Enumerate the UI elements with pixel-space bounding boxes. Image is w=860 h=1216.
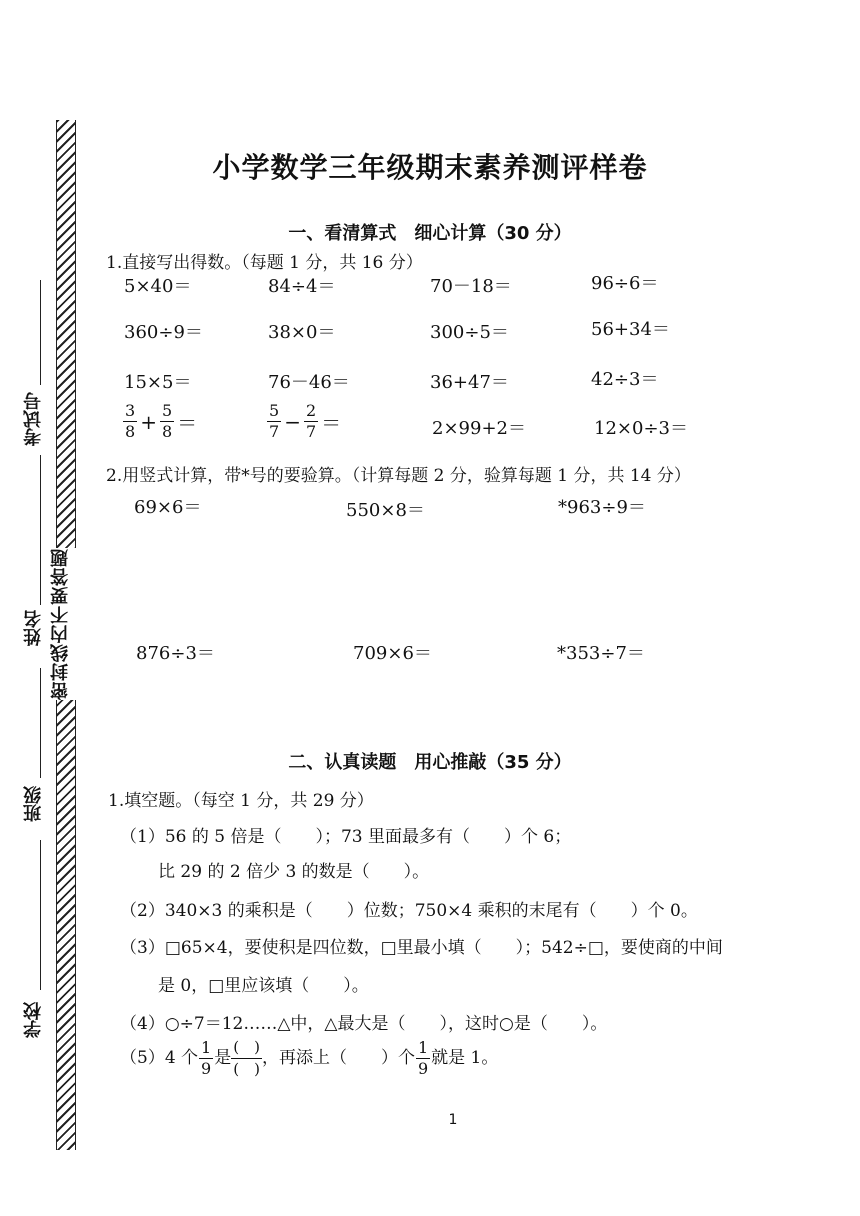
fraction: $\frac{3}{8}$ [125,401,136,441]
vertical-calc-expr: 876÷3＝ [136,643,215,664]
oral-expr: 15×5＝ [124,372,192,393]
vertical-calc-expr: *353÷7＝ [557,643,645,664]
school-label: 学校 [23,1002,44,1038]
page-title: 小学数学三年级期末素养测评样卷 [212,151,648,184]
seal-line-notice: 密封线内不要答题 [48,548,78,700]
vertical-calc-expr: 550×8＝ [346,500,425,521]
fill-blank-item: （4）○÷7＝12……△中，△最大是（ ），这时○是（ ）。 [120,1014,608,1034]
vertical-calc-expr: 709×6＝ [353,643,432,664]
name-label: 姓名 [23,610,44,646]
fill-blank-item: 比 29 的 2 倍少 3 的数是（ ）。 [158,862,430,882]
oral-expr: 12×0÷3＝ [594,418,688,439]
fraction: $\frac{1}{9}$ [417,1038,429,1078]
oral-expr: 56+34＝ [591,319,670,340]
fill-blank-item: （1）56 的 5 倍是（ ）；73 里面最多有（ ）个 6； [120,827,572,847]
fill-blank-heading: 1.填空题。（每空 1 分，共 29 分） [108,791,374,811]
oral-expr: 38×0＝ [268,322,336,343]
oral-expr: 36+47＝ [430,372,509,393]
fill-blank-item: （2）340×3 的乘积是（ ）位数；750×4 乘积的末尾有（ ）个 0。 [120,901,698,921]
class-label: 班级 [23,786,44,822]
exam-number-label: 考试号 [23,392,44,446]
plus-sign: + [140,409,157,434]
class-line [40,840,41,990]
vertical-calc-expr: 69×6＝ [134,497,202,518]
fill-blank-item: （5）4 个 $\frac{1}{9}$ 是 $\frac{( )}{( )}$ ，再添上（ ）个 $\frac{1}{9}$ 就是 1。 [120,1038,499,1078]
exam-number-line-lower [40,455,41,605]
oral-expr: 300÷5＝ [430,322,509,343]
question2-heading: 2.用竖式计算，带*号的要验算。（计算每题 2 分，验算每题 1 分，共 14 分） [106,466,691,486]
exam-number-line [40,280,41,385]
fraction: $\frac{2}{7}$ [305,401,317,441]
oral-expr: 360÷9＝ [124,322,203,343]
fill-blank-item: （3）□65×4，要使积是四位数，□里最小填（ ）；542÷□，要使商的中间 [120,938,723,958]
oral-expr: 84÷4＝ [268,276,336,297]
oral-expr: 76－46＝ [268,372,350,393]
fraction-expr [122,403,199,440]
section2-title: 二、认真读题 用心推敲（35 分） [288,752,572,773]
vertical-calc-expr: *963÷9＝ [558,497,646,518]
blank-fraction: $\frac{( )}{( )}$ [233,1038,260,1078]
fraction-expr [266,403,343,440]
oral-expr: 70－18＝ [430,276,512,297]
oral-expr: 5×40＝ [124,276,192,297]
equals-sign: ＝ [177,411,198,435]
fraction: $\frac{5}{7}$ [269,401,280,441]
oral-expr: 96÷6＝ [591,273,659,294]
fill-blank-item: 是 0，□里应该填（ ）。 [158,976,369,996]
minus-sign: − [284,409,301,434]
section1-title: 一、看清算式 细心计算（30 分） [288,223,572,244]
question1-heading: 1.直接写出得数。（每题 1 分，共 16 分） [106,253,423,273]
fraction: $\frac{1}{9}$ [201,1038,212,1078]
fraction: $\frac{5}{8}$ [161,401,173,441]
oral-expr: 42÷3＝ [591,369,659,390]
equals-sign: ＝ [321,411,342,435]
page-number: 1 [448,1112,458,1128]
oral-expr: 2×99+2＝ [432,418,526,439]
